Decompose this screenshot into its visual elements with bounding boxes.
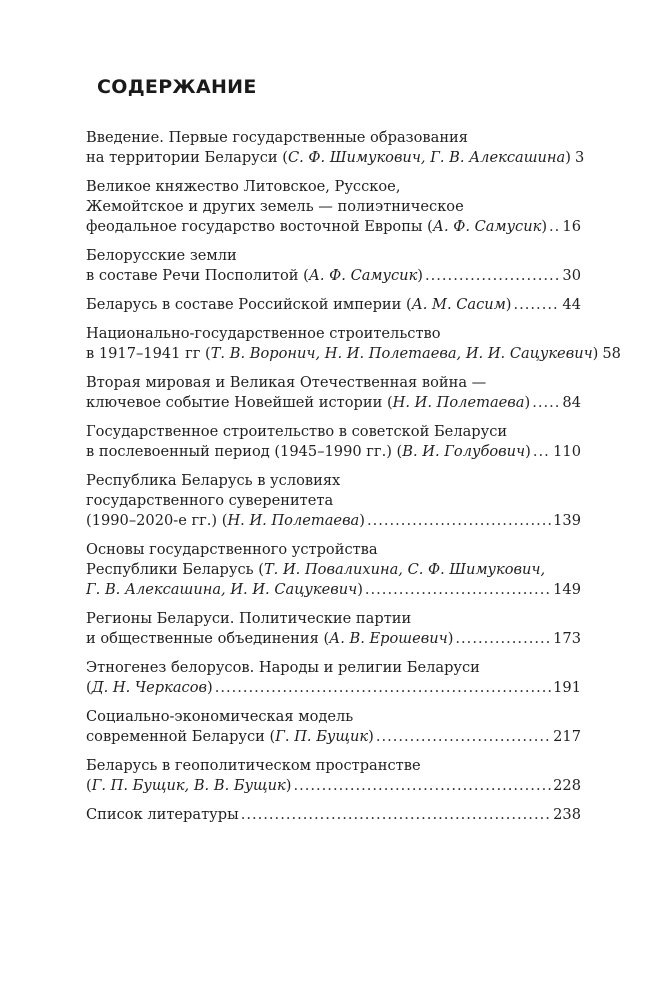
toc-page-number: 44 <box>562 296 581 313</box>
toc-entry[interactable] <box>86 177 581 237</box>
toc-entry-last-line <box>86 776 581 796</box>
toc-entry-title-line: Вторая мировая и Великая Отечественная война — <box>86 374 487 391</box>
toc-entry-text <box>86 580 363 600</box>
toc-entry-text <box>86 511 365 531</box>
dot-leader <box>455 629 551 649</box>
toc-entry-paren: ) <box>357 581 363 598</box>
toc-entry[interactable] <box>86 756 581 796</box>
toc-entry-text <box>86 217 547 237</box>
toc-entry-text <box>86 344 598 364</box>
toc-entry-text <box>86 148 571 168</box>
toc-entry-author: Г. В. Алексашина, И. И. Сацукевич <box>86 581 358 598</box>
toc-entry-title-end: феодальное государство восточной Европы ( <box>86 218 433 235</box>
toc-entry-last-line <box>86 295 581 315</box>
toc-entry[interactable] <box>86 471 581 531</box>
toc-entry-paren: ) <box>368 728 374 745</box>
dot-leader <box>533 442 551 462</box>
toc-page-number: 238 <box>553 806 581 823</box>
toc-entry-title-line: Этногенез белорусов. Народы и религии Беларуси <box>86 659 480 676</box>
toc-entry-title-end: (1990–2020-е гг.) ( <box>86 512 228 529</box>
toc-entry-paren: ) <box>525 443 531 460</box>
toc-page-number: 30 <box>562 267 581 284</box>
toc-entry-last-line <box>86 217 581 237</box>
toc-page-number: 149 <box>553 581 581 598</box>
toc-entry-title-line: Социально-экономическая модель <box>86 708 354 725</box>
toc-entry-author: А. Ф. Самусик <box>432 218 542 235</box>
toc-entry-last-line <box>86 442 581 462</box>
toc-entry-author: А. В. Ерошевич <box>329 630 448 647</box>
toc-entry-title-end: современной Беларуси ( <box>86 728 276 745</box>
dot-leader <box>532 393 560 413</box>
toc-entry[interactable] <box>86 540 581 600</box>
toc-entry-text <box>86 805 239 825</box>
toc-page-number: 228 <box>553 777 581 794</box>
toc-entry-paren: ) <box>505 296 512 313</box>
dot-leader <box>367 511 551 531</box>
toc-entry-text <box>86 442 531 462</box>
toc-page-number: 173 <box>553 630 581 647</box>
toc-entry-title-end: в составе Речи Посполитой ( <box>86 267 309 284</box>
dot-leader <box>215 678 551 698</box>
toc-entry-title-line: Регионы Беларуси. Политические партии <box>86 610 412 627</box>
toc-entry-title-line: Введение. Первые государственные образования <box>86 129 468 146</box>
dot-leader <box>293 776 551 796</box>
toc-page-number: 3 <box>574 149 585 166</box>
toc-entry-paren: ) <box>592 345 599 362</box>
toc-entry-author: Н. И. Полетаева <box>392 394 525 411</box>
toc-entry-title-line: Государственное строительство в советской Беларуси <box>86 423 508 440</box>
toc-entry-last-line <box>86 629 581 649</box>
toc-entry-paren: ) <box>417 267 423 284</box>
toc-entry-author: С. Ф. Шимукович, Г. В. Алексашина <box>287 149 566 166</box>
toc-entry-author: В. И. Голубович <box>402 443 526 460</box>
toc-entry-title-end: ( <box>86 679 92 696</box>
toc-page-number: 191 <box>553 679 581 696</box>
toc-page-number: 58 <box>602 345 621 362</box>
toc-entry-text <box>86 678 213 698</box>
toc-entry-author: А. Ф. Самусик <box>308 267 418 284</box>
toc-entry-paren: ) <box>206 679 213 696</box>
toc-entry[interactable] <box>86 658 581 698</box>
toc-entry-author: Т. В. Воронич, Н. И. Полетаева, И. И. Сацукевич <box>210 345 593 362</box>
toc-page-number: 16 <box>562 218 581 235</box>
toc-entry-author: Н. И. Полетаева <box>227 512 360 529</box>
toc-entry-last-line <box>86 580 581 600</box>
toc-entry-title-end: Список литературы <box>86 806 239 823</box>
toc-entry-last-line <box>86 266 581 286</box>
toc-entry[interactable] <box>86 324 621 364</box>
toc-entry-last-line <box>86 393 581 413</box>
toc-entry-title-line: Жемойтское и других земель — полиэтническое <box>86 198 464 215</box>
toc-entry-last-line <box>86 805 581 825</box>
dot-leader <box>365 580 551 600</box>
toc-page-number: 217 <box>553 728 581 745</box>
toc-entry-text <box>86 629 453 649</box>
toc-entry-title-line: Республика Беларусь в условиях <box>86 472 341 489</box>
toc-entry-text <box>86 776 291 796</box>
toc-entry-text <box>86 295 512 315</box>
toc-entry-title-line: государственного суверенитета <box>86 492 334 509</box>
dot-leader <box>549 217 560 237</box>
toc-entry-last-line <box>86 678 581 698</box>
table-of-contents <box>86 128 621 834</box>
toc-entry-title-end: на территории Беларуси ( <box>86 149 288 166</box>
toc-entry-title-end: в 1917–1941 гг ( <box>86 345 211 362</box>
toc-entry-last-line <box>86 511 581 531</box>
toc-entry[interactable] <box>86 422 581 462</box>
toc-entry-text <box>86 393 530 413</box>
page-title: СОДЕРЖАНИЕ <box>97 76 257 98</box>
toc-entry-paren: ) <box>359 512 365 529</box>
toc-entry-author: А. М. Сасим <box>411 296 506 313</box>
toc-entry[interactable] <box>86 373 581 413</box>
toc-entry[interactable] <box>86 609 581 649</box>
toc-page-number: 110 <box>553 443 581 460</box>
toc-entry-author: Г. П. Бущик, В. В. Бущик <box>91 777 286 794</box>
dot-leader <box>376 727 551 747</box>
toc-entry-last-line <box>86 344 621 364</box>
toc-entry-title-end: ключевое событие Новейшей истории ( <box>86 394 393 411</box>
toc-page-number: 84 <box>562 394 581 411</box>
toc-entry-last-line <box>86 727 581 747</box>
toc-entry-paren: ) <box>447 630 454 647</box>
toc-entry-title-line: Республики Беларусь (Т. И. Повалихина, С. Ф. Шимукович, <box>86 561 546 578</box>
toc-page-number: 139 <box>553 512 581 529</box>
toc-entry-title-end: Беларусь в составе Российской империи ( <box>86 296 412 313</box>
toc-entry-title-end: ( <box>86 777 92 794</box>
toc-entry-paren: ) <box>285 777 292 794</box>
toc-entry-paren: ) <box>541 218 548 235</box>
toc-entry-last-line <box>86 148 585 168</box>
toc-entry-title-line: Белорусские земли <box>86 247 237 264</box>
toc-entry-paren: ) <box>565 149 571 166</box>
toc-entry-title-line: Великое княжество Литовское, Русское, <box>86 178 401 195</box>
dot-leader <box>241 805 551 825</box>
toc-entry[interactable] <box>86 707 581 747</box>
dot-leader <box>425 266 560 286</box>
toc-entry[interactable] <box>86 128 585 168</box>
toc-entry-text <box>86 266 423 286</box>
toc-entry[interactable] <box>86 246 581 286</box>
toc-entry-paren: ) <box>524 394 531 411</box>
toc-entry-title-line: Беларусь в геополитическом пространстве <box>86 757 421 774</box>
toc-entry-title-line: Национально-государственное строительство <box>86 325 441 342</box>
toc-entry-text <box>86 727 374 747</box>
toc-entry-title-end: в послевоенный период (1945–1990 гг.) ( <box>86 443 403 460</box>
toc-entry-author: Г. П. Бущик <box>275 728 369 745</box>
dot-leader <box>514 295 561 315</box>
toc-entry-title-end: и общественные объединения ( <box>86 630 330 647</box>
toc-entry[interactable] <box>86 295 581 315</box>
toc-entry-title-line: Основы государственного устройства <box>86 541 378 558</box>
toc-entry-author: Д. Н. Черкасов <box>91 679 207 696</box>
toc-entry[interactable] <box>86 805 581 825</box>
